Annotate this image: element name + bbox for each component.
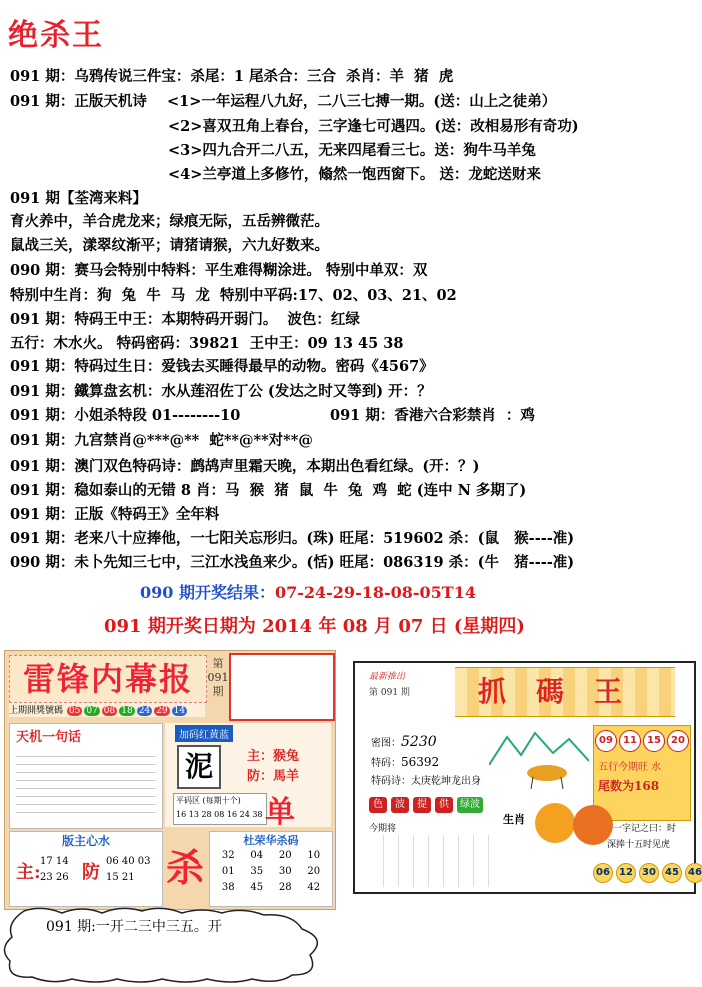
line-09: 090 期：赛马会特别中特料：平生难得糊涂进。 特别中单双：双 [10, 262, 428, 279]
zhu-label: 主: [16, 862, 41, 883]
bottom-number-ball: 12 [616, 863, 636, 883]
jiama-title: 加码红黄蓝 [175, 725, 233, 742]
issue-number: 091 [207, 671, 229, 684]
prev-result-banner [9, 703, 205, 717]
header-blank-box [229, 653, 335, 721]
result-numbers: 07-24-29-18-08-05T14 [274, 583, 476, 602]
line-11: 091 期：特码王中王：本期特码开弱门。 波色：红绿 [10, 311, 360, 328]
poem-value: 太庚乾坤龙出身 [411, 776, 481, 787]
banner-label: 上期開獎號碼 [9, 706, 64, 716]
tianji-box [9, 723, 163, 829]
shuishui-box [9, 831, 163, 907]
banner-number: 24 [138, 706, 151, 716]
bottom-number-ball: 30 [639, 863, 659, 883]
bottom-numbers [593, 863, 702, 883]
right-title: 抓碼王 [477, 675, 652, 708]
pingma-numbers: 16 13 28 08 16 24 38 [176, 810, 263, 819]
cloud-text: 091 期:一开二三中三五。开 [46, 919, 222, 935]
kill-number: 28 [278, 882, 292, 893]
big-red-char: 杀 [165, 845, 204, 890]
zhuamawang-image [353, 661, 702, 894]
banner-number: 14 [173, 706, 186, 716]
shengxiao-label: 生肖 [503, 813, 525, 826]
banner-number: 18 [121, 706, 133, 716]
line-05: <4>兰亭道上多修竹，翛然一饱西窗下。 送：龙蛇送财来 [168, 166, 541, 183]
kill-number: 10 [307, 850, 321, 861]
top-number-ball: 11 [619, 730, 641, 752]
zhu-text: 主：猴兔 [247, 749, 300, 764]
line-20: 091 期：正版《特码王》全年料 [10, 506, 220, 523]
new-release-label: 最新推出 [369, 672, 406, 682]
top-number-ball: 09 [595, 730, 617, 752]
fang-label: 防 [82, 862, 100, 883]
issue-suffix: 期 [212, 685, 224, 698]
leifeng-newspaper-image [4, 650, 336, 910]
today-label: 今期将 [369, 824, 397, 834]
line-12: 五行：木水火。 特码密码：39821 王中王：09 13 45 38 [10, 335, 404, 352]
top-number-ball: 15 [643, 730, 665, 752]
line-10: 特别中生肖：狗 兔 牛 马 龙 特别中平码:17、02、03、21、02 [10, 287, 457, 304]
paper-header [9, 655, 207, 703]
line-08: 鼠战三关，漾翠纹渐平；请猪请猴，六九好数来。 [10, 237, 329, 254]
yizi-text: 一字记之曰：时 [613, 824, 677, 834]
shui-title: 版主心水 [61, 834, 110, 848]
line-06: 091 期【荃湾来料】 [10, 190, 147, 207]
tag-row [369, 797, 483, 813]
banner-number: 29 [156, 706, 168, 716]
paper-title: 雷锋内幕报 [22, 660, 193, 698]
right-issue: 第 091 期 [369, 688, 410, 698]
poem-row [371, 773, 487, 791]
kill-number: 20 [278, 850, 292, 861]
mima-block [371, 733, 487, 791]
kill-number: 38 [221, 882, 235, 893]
line-19: 091 期：稳如泰山的无错 8 肖：马 猴 猪 鼠 牛 兔 鸡 蛇 (连中 N 多期了) [10, 482, 527, 499]
line-14: 091 期：鐵算盘玄机：水从莲沼佐丁公 (发达之时又等到) 开：？ [10, 383, 432, 400]
vertical-verse-block [369, 835, 489, 887]
result-label: 090 期开奖结果： [140, 583, 275, 602]
kill-number: 45 [250, 882, 264, 893]
banner-number: 07 [86, 706, 98, 716]
rooster-left-icon [535, 803, 575, 843]
poem-label: 特码诗： [371, 776, 411, 787]
line-02: 091 期：正版天机诗 <1>一年运程八九好，二八三七搏一期。(送：山上之徒弟） [10, 93, 557, 110]
mima-value: 5230 [401, 734, 437, 750]
pingma-label: 平码区 (每期十个) [176, 796, 241, 805]
number-panel [593, 725, 691, 821]
tema-label: 特码： [371, 758, 401, 769]
tema-row [371, 753, 487, 773]
verse-text: 深捧十五时见虎 [607, 840, 671, 850]
bottom-number-ball: 45 [662, 863, 682, 883]
fang-numbers: 06 40 03 15 21 [106, 856, 151, 883]
top-number-ball: 20 [667, 730, 689, 752]
pingma-box [173, 793, 267, 825]
tianji-lines [16, 749, 156, 819]
tag-chip: 提 [413, 797, 431, 813]
line-03: <2>喜双丑角上春台，三字逢七可遇四。(送：改相易形有奇功) [168, 118, 579, 135]
bottom-number-ball: 06 [593, 863, 613, 883]
kill-number: 30 [278, 866, 292, 877]
tema-value: 56392 [401, 755, 440, 769]
kill-number: 35 [250, 866, 264, 877]
mountain-illustration [489, 725, 589, 791]
line-13: 091 期：特码过生日：爱钱去买睡得最早的动物。密码《4567》 [10, 358, 434, 375]
tag-green: 绿波 [457, 797, 483, 813]
kill-title: 杜荣华杀码 [243, 834, 299, 847]
line-01: 091 期：乌鸦传说三件宝：杀尾：1 尾杀合：三合 杀肖：羊 猪 虎 [10, 68, 454, 85]
top-numbers [594, 726, 690, 752]
kill-number: 20 [307, 866, 321, 877]
weishu-text: 尾数为168 [598, 779, 660, 793]
line-18: 091 期：澳门双色特码诗：鹧鸪声里霜天晚，本期出色看红绿。(开：？) [10, 458, 480, 475]
tag-chip: 色 [369, 797, 387, 813]
wuxing-text: 五行今期旺 水 [598, 762, 662, 773]
issue-prefix: 第 [212, 657, 224, 670]
kill-number: 42 [307, 882, 321, 893]
banner-numbers [66, 706, 188, 716]
line-15: 091 期：小姐杀特段 01--------10 [10, 407, 241, 424]
tag-chip: 波 [391, 797, 409, 813]
zhu-numbers: 17 14 23 26 [40, 856, 69, 883]
jiama-box [165, 723, 331, 830]
line-07: 育火养中，羊合虎龙来；绿痕无际，五岳辨微茫。 [10, 213, 329, 230]
line-16: 091 期：香港六合彩禁肖 ：鸡 [330, 407, 535, 424]
banner-number: 08 [103, 706, 116, 716]
next-draw-date: 091 期开奖日期为 2014 年 08 月 07 日 (星期四) [104, 616, 525, 637]
kill-number: 04 [250, 850, 264, 861]
kill-number: 32 [221, 850, 235, 861]
mima-row [371, 733, 487, 753]
big-char: 泥 [177, 745, 221, 789]
line-17: 091 期：九宫禁肖@***@** 蛇**@**对**@ [10, 432, 313, 449]
banner-number: 05 [68, 706, 81, 716]
line-04: <3>四九合开二八五，无来四尾看三七。送：狗牛马羊兔 [168, 142, 536, 159]
page-title: 绝杀王 [8, 18, 104, 53]
tag-chip: 供 [435, 797, 453, 813]
issue-box [207, 657, 229, 699]
line-22: 090 期：未卜先知三七中，三江水浅鱼来少。(恬) 旺尾：086319 杀：(牛 猪----准) [10, 554, 575, 571]
draw-result [140, 580, 476, 603]
kill-number: 01 [221, 866, 235, 877]
fang-text: 防：馬羊 [247, 769, 300, 784]
tianji-title: 天机一句话 [16, 730, 82, 745]
mima-label: 密图： [371, 738, 401, 749]
line-21: 091 期：老来八十应捧他，一七阳关忘形归。(珠) 旺尾：519602 杀：(鼠 猴----准) [10, 530, 575, 547]
kill-grid [210, 848, 332, 896]
bottom-number-ball: 46 [685, 863, 702, 883]
right-title-bar [455, 667, 675, 717]
kill-code-box [209, 831, 333, 907]
xiao-char: 单 [265, 795, 295, 830]
